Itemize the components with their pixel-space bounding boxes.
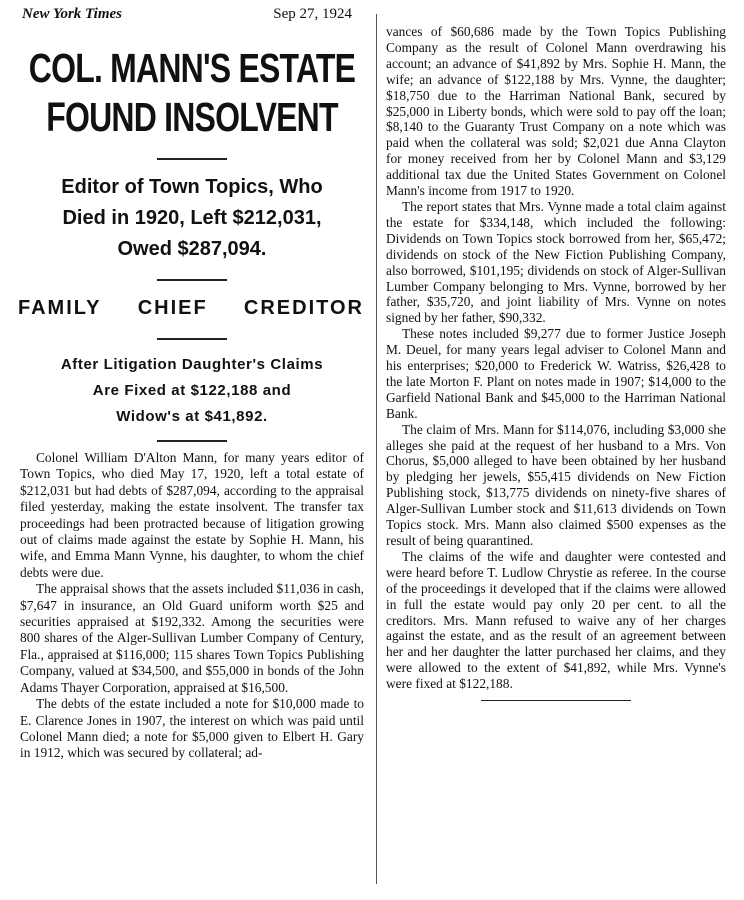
left-column: [16, 6, 368, 762]
divider: [157, 158, 227, 160]
paragraph: Colonel William D'Alton Mann, for many years editor of Town Topics, who died May 17, 1920, left a total estate of $212,031 but had debts of $287,094, according to the appraisal filed yesterday, making the estate insolvent. The transfer tax proceedings had been protracted because of litigation growing out of claims made against the estate by Sophie H. Mann, his wife, and Emma Mann Vynne, his daughter, to whom the chief debts were due.: [20, 450, 364, 580]
paragraph: The claims of the wife and daughter were contested and were heard before T. Ludlow Chrystie as referee. In the course of the proceedings it developed that if the claims were allowed in full the estate would pay only 20 per cent. to all the creditors. Mrs. Mann refused to waive any of her charges against the estate, and as the result of an agreement between her and her daughter the latter purchased her claims, and they were allowed to the extent of $41,892, while Mrs. Vynne's were fixed at $122,188.: [386, 548, 726, 692]
divider: [157, 279, 227, 281]
right-column: [386, 24, 726, 701]
subheadline-line-2: Died in 1920, Left $212,031,: [62, 207, 322, 229]
summary-line-2: Are Fixed at $122,188 and: [92, 382, 292, 399]
deck-word-family: FAMILY: [18, 297, 102, 319]
paragraph: The appraisal shows that the assets included $11,036 in cash, $7,647 in insurance, an Old Guard uniform worth $25 and securities appraised at $192,332. Among the securities were 800 shares of the Alger-Sullivan Lumber Company of Century, Fla., appraised at $116,000; 115 shares Town Topics Publishing Company, valued at $34,500, and $55,000 in bonds of the John Adams Thayer Corporation, appraised at $16,500.: [20, 581, 364, 695]
paragraph: The debts of the estate included a note for $10,000 made to E. Clarence Jones in 1907, the interest on which was paid until Colonel Mann died; a note for $5,000 given to Elbert H. Gary in 1912, which was secured by collateral; ad-: [20, 696, 364, 761]
deck-word-creditor: CREDITOR: [243, 297, 364, 319]
masthead: [16, 6, 368, 30]
subheadline-line-3: Owed $287,094.: [117, 238, 267, 260]
summary-line-3: Widow's at $41,892.: [116, 408, 268, 425]
headline-line-2: FOUND INSOLVENT: [46, 94, 338, 140]
paragraph: The claim of Mrs. Mann for $114,076, including $3,000 she alleges she paid at the request of her husband to a Mrs. Von Chorus, $5,000 alleged to have been obtained by her husband by pledging her jewels, $55,415 dividends on New Fiction Publishing stock, $13,775 dividends on ninety-five shares of Alger-Sullivan Lumber stock and $11,613 dividends on Town Topics stock. Mrs. Mann also claimed $500 expenses as the result of being quarantined.: [386, 421, 726, 548]
subheadline-line-1: Editor of Town Topics, Who: [61, 176, 323, 198]
headline: [16, 44, 369, 142]
summary-deck: [16, 352, 368, 430]
deck-word-chief: CHIEF: [137, 297, 208, 319]
paragraph: The report states that Mrs. Vynne made a total claim against the estate for $334,148, which included the following: Dividends on Town Topics stock borrowed from her, $65,472; dividends on stock of the New Fiction Publishing Company, also borrowed, $101,195; dividends on stock of Alger-Sullivan Lumber Company belonging to Mrs. Vynne, borrowed by her father, $35,720, and joint liability of Mrs. Vynne on notes signed by her father, $90,332.: [386, 198, 726, 326]
end-rule: [481, 700, 631, 701]
article-body-left: [16, 450, 368, 762]
paragraph: vances of $60,686 made by the Town Topics Publishing Company as the result of Colonel Mann overdrawing his account; an advance of $41,892 by Mrs. Sophie H. Mann, the wife; an advance of $122,188 by Mrs. Vynne, the daughter; $18,750 due to the Harriman National Bank, secured by $25,000 in Liberty bonds, which were sold to pay off the loan; $8,140 to the Guaranty Trust Company on a note which was paid when the collateral was sold; $2,021 due Anna Clayton for money received from her by Colonel Mann and $3,129 additional tax due the United States Government on Colonel Mann's income from 1917 to 1920.: [386, 24, 726, 199]
paragraph: These notes included $9,277 due to former Justice Joseph M. Deuel, for many years legal adviser to Colonel Mann and his enterprises; $20,000 to Frederick W. Watriss, $26,428 to the late Morton F. Plant on notes made in 1907; $14,000 to the Garfield National Bank and $45,000 to the Harriman National Bank.: [386, 326, 726, 421]
summary-line-1: After Litigation Daughter's Claims: [60, 356, 324, 373]
publication-date: Sep 27, 1924: [273, 6, 352, 22]
column-rule: [376, 14, 377, 884]
newspaper-name: New York Times: [22, 6, 122, 22]
subheadline: [16, 172, 368, 265]
article-body-right: [386, 24, 726, 692]
divider: [157, 338, 227, 340]
headline-line-1: COL. MANN'S ESTATE: [28, 45, 356, 91]
divider: [157, 440, 227, 442]
section-deck: [16, 297, 368, 320]
